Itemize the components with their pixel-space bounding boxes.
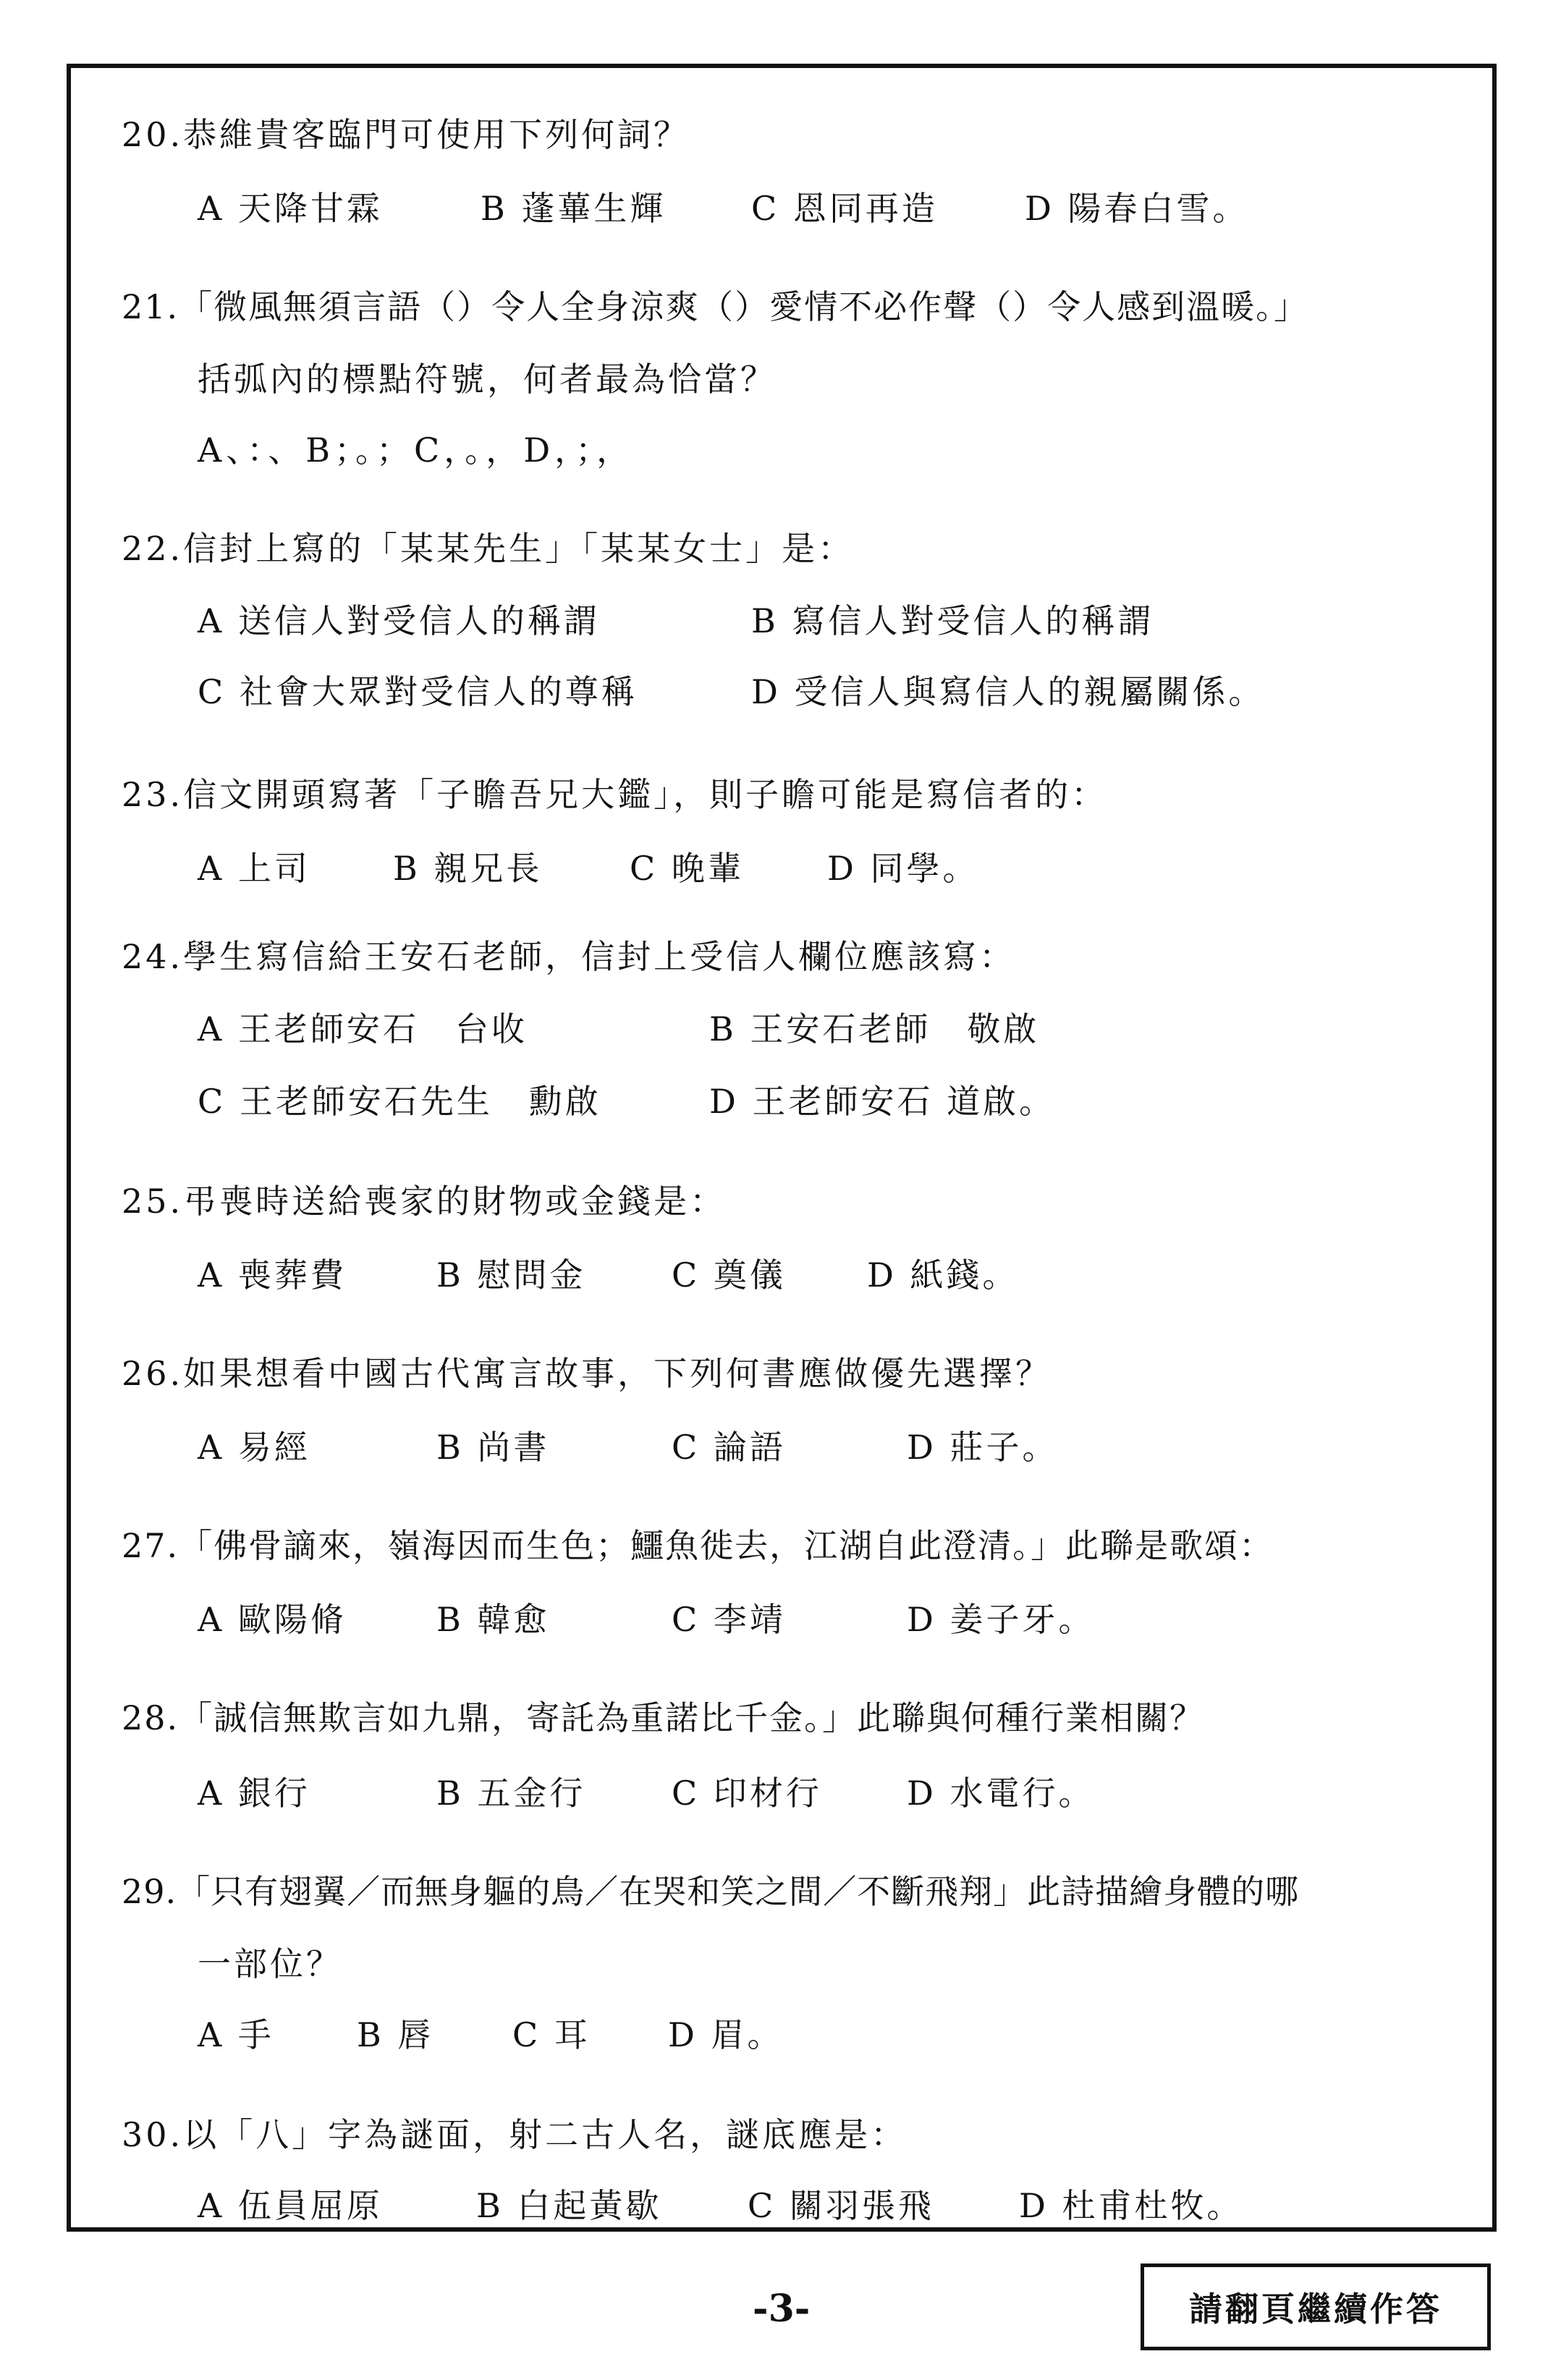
question-24-option-b: B 王安石老師 敬啟 [709, 1009, 1040, 1049]
question-25-option-b: B 慰問金 [436, 1255, 586, 1295]
question-29-stem: 29.「只有翅翼／而無身軀的鳥／在哭和笑之間／不斷飛翔」此詩描繪身體的哪 [122, 1872, 1300, 1911]
question-27-option-c: C 李靖 [672, 1600, 786, 1639]
question-21-stem: 21.「微風無須言語（）令人全身涼爽（）愛情不必作聲（）令人感到溫暖。」 [122, 287, 1309, 326]
question-29-option-a: A 手 [198, 2015, 274, 2054]
question-21-stem-cont: 括弧內的標點符號，何者最為恰當？ [198, 360, 777, 399]
question-27-stem: 27.「佛骨謫來，嶺海因而生色；鱷魚徙去，江湖自此澄清。」此聯是歌頌： [122, 1526, 1274, 1565]
continue-on-next-page-box [1141, 2263, 1491, 2350]
question-25-option-d: D 紙錢。 [867, 1255, 1019, 1295]
question-28-stem: 28.「誠信無欺言如九鼎，寄託為重諾比千金。」此聯與何種行業相關？ [122, 1698, 1205, 1737]
question-30-option-c: C 關羽張飛 [748, 2186, 934, 2225]
page-number: -3- [753, 2287, 811, 2331]
question-20-option-d: D 陽春白雪。 [1025, 189, 1249, 228]
question-24-option-d: D 王老師安石 道啟。 [709, 1082, 1056, 1121]
question-20-stem: 20.恭維貴客臨門可使用下列何詞？ [122, 115, 690, 154]
question-24-option-a: A 王老師安石 台收 [198, 1009, 528, 1049]
question-22-option-a: A 送信人對受信人的稱謂 [198, 601, 600, 640]
question-29-option-c: C 耳 [512, 2015, 591, 2054]
question-22-stem: 22.信封上寫的「某某先生」「某某女士」是： [122, 529, 855, 568]
question-25-option-c: C 奠儀 [672, 1255, 786, 1295]
question-23-option-b: B 親兄長 [393, 849, 543, 888]
question-29-option-d: D 眉。 [668, 2015, 784, 2054]
question-22-option-d: D 受信人與寫信人的親屬關係。 [751, 672, 1265, 711]
question-29-option-b: B 唇 [357, 2015, 434, 2054]
question-30-option-b: B 白起黃歇 [476, 2186, 662, 2225]
question-23-option-d: D 同學。 [827, 849, 979, 888]
question-23-option-a: A 上司 [198, 849, 310, 888]
question-26-option-c: C 論語 [672, 1428, 786, 1467]
question-28-option-a: A 銀行 [198, 1774, 310, 1813]
question-20-option-b: B 蓬蓽生輝 [481, 189, 667, 228]
question-26-option-a: A 易經 [198, 1428, 310, 1467]
question-21-options: A、：、B；。；C，。，D，；， [198, 431, 635, 470]
question-28-option-b: B 五金行 [436, 1774, 586, 1813]
continue-label: 請翻頁繼續作答 [1189, 2290, 1442, 2329]
question-25-stem: 25.弔喪時送給喪家的財物或金錢是： [122, 1182, 727, 1221]
question-26-option-d: D 莊子。 [907, 1428, 1059, 1467]
question-25-option-a: A 喪葬費 [198, 1255, 347, 1295]
question-28-option-c: C 印材行 [672, 1774, 822, 1813]
exam-page-frame [67, 64, 1497, 2232]
question-24-stem: 24.學生寫信給王安石老師，信封上受信人欄位應該寫： [122, 937, 1016, 976]
question-23-stem: 23.信文開頭寫著「子瞻吾兄大鑑」，則子瞻可能是寫信者的： [122, 775, 1108, 814]
question-27-option-d: D 姜子牙。 [907, 1600, 1095, 1639]
question-24-option-c: C 王老師安石先生 勳啟 [198, 1082, 601, 1121]
question-30-stem: 30.以「八」字為謎面，射二古人名，謎底應是： [122, 2115, 908, 2154]
question-30-option-d: D 杜甫杜牧。 [1019, 2186, 1243, 2225]
question-23-option-c: C 晚輩 [630, 849, 744, 888]
question-22-option-c: C 社會大眾對受信人的尊稱 [198, 672, 638, 711]
question-28-option-d: D 水電行。 [907, 1774, 1095, 1813]
question-27-option-b: B 韓愈 [436, 1600, 550, 1639]
question-20-option-c: C 恩同再造 [751, 189, 938, 228]
question-22-option-b: B 寫信人對受信人的稱謂 [751, 601, 1154, 640]
question-26-option-b: B 尚書 [436, 1428, 550, 1467]
question-30-option-a: A 伍員屈原 [198, 2186, 383, 2225]
question-20-option-a: A 天降甘霖 [198, 189, 383, 228]
question-29-stem-cont: 一部位？ [198, 1944, 342, 1983]
question-26-stem: 26.如果想看中國古代寓言故事，下列何書應做優先選擇？ [122, 1354, 1052, 1393]
question-27-option-a: A 歐陽脩 [198, 1600, 347, 1639]
